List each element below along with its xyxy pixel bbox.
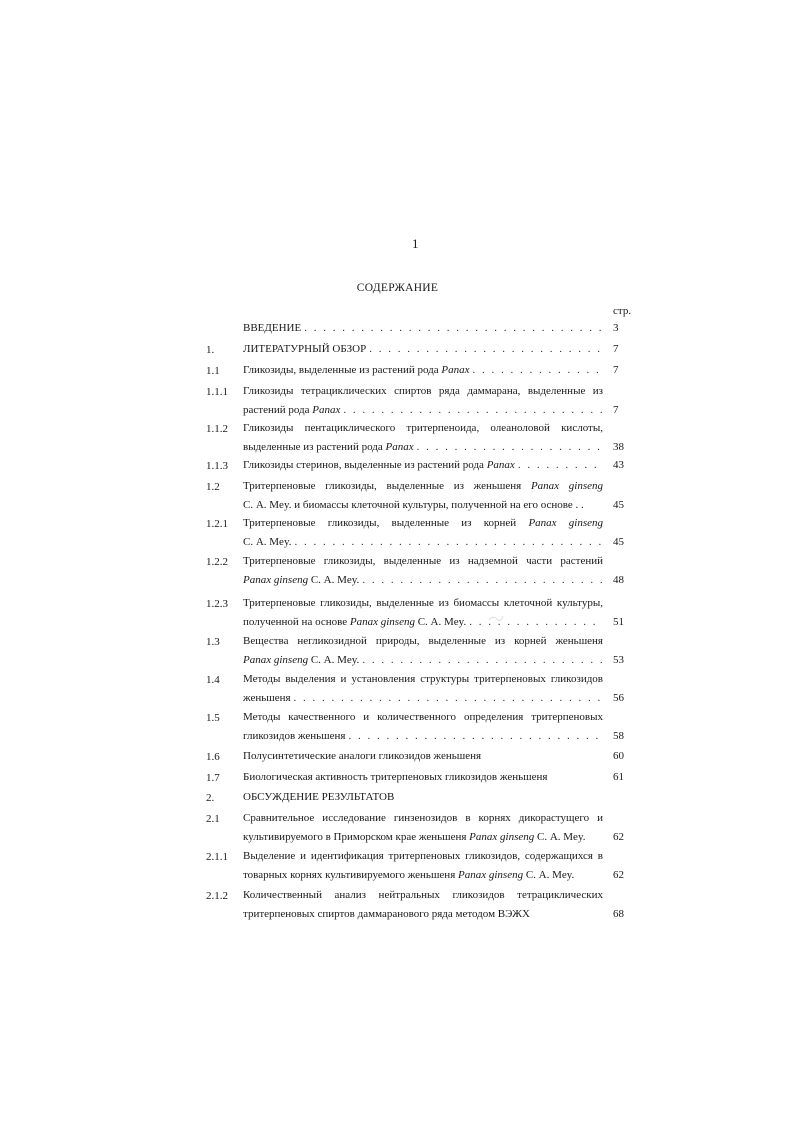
toc-entry-page: 51 xyxy=(613,616,624,628)
dot-leader xyxy=(343,401,603,420)
toc-entry-title: Сравнительное исследование гинзенозидов в корнях дикорастущего и xyxy=(243,812,603,824)
toc-entry-title: женьшеня xyxy=(243,692,291,704)
toc-entry-number: 2.1 xyxy=(206,813,220,825)
contents-title: СОДЕРЖАНИЕ xyxy=(356,282,439,294)
toc-entry-title: ОБСУЖДЕНИЕ РЕЗУЛЬТАТОВ xyxy=(243,791,395,803)
dot-leader xyxy=(304,319,603,338)
dot-leader xyxy=(362,571,603,590)
toc-entry-title: полученной на основе Panax ginseng С. А. Mey. xyxy=(243,616,467,628)
toc-entry-page: 60 xyxy=(613,750,624,762)
page-number: 1 xyxy=(412,236,419,251)
toc-entry-title: Тритерпеновые гликозиды, выделенные из женьшеня Panax ginseng xyxy=(243,480,603,492)
toc-entry-title: товарных корнях культивируемого женьшеня Panax ginseng С. А. Mey. xyxy=(243,869,575,881)
toc-entry-page: 7 xyxy=(613,364,619,376)
toc-entry-title: Полусинтетические аналоги гликозидов женьшеня xyxy=(243,750,482,762)
dot-leader xyxy=(348,727,603,746)
toc-entry-title: Panax ginseng С. А. Mey. xyxy=(243,574,360,586)
dot-leader xyxy=(362,651,603,670)
toc-entry-number: 1.2 xyxy=(206,481,220,493)
toc-entry-number: 1.1 xyxy=(206,365,220,377)
toc-entry-page: 7 xyxy=(613,404,619,416)
toc-entry-number: 1.2.3 xyxy=(206,598,228,610)
toc-entry-title: Методы выделения и установления структуры тритерпеновых гликозидов xyxy=(243,673,603,685)
toc-entry-page: 68 xyxy=(613,908,624,920)
toc-entry-title: Тритерпеновые гликозиды, выделенные из надземной части растений xyxy=(243,555,603,567)
toc-entry-title: Тритерпеновые гликозиды, выделенные из корней Panax ginseng xyxy=(243,517,603,529)
toc-entry-title: ЛИТЕРАТУРНЫЙ ОБЗОР xyxy=(243,343,367,355)
paper-mark xyxy=(488,614,504,622)
toc-entry-title: Гликозиды стеринов, выделенные из растений рода Panax xyxy=(243,459,515,471)
toc-entry-page: 7 xyxy=(613,343,619,355)
toc-entry-page: 58 xyxy=(613,730,624,742)
toc-entry-title: Биологическая активность тритерпеновых гликозидов женьшеня xyxy=(243,771,548,783)
toc-entry-page: 45 xyxy=(613,536,624,548)
toc-entry-title: тритерпеновых спиртов даммаранового ряда методом ВЭЖХ xyxy=(243,908,530,920)
toc-entry-title: выделенные из растений рода Panax xyxy=(243,441,414,453)
toc-entry-title: Выделение и идентификация тритерпеновых гликозидов, содержащихся в xyxy=(243,850,603,862)
toc-entry-number: 1. xyxy=(206,344,215,356)
toc-entry-title: Вещества негликозидной природы, выделенные из корней женьшеня xyxy=(243,635,603,647)
toc-entry-number: 2.1.2 xyxy=(206,890,228,902)
toc-entry-number: 1.5 xyxy=(206,712,220,724)
toc-entry-number: 1.2.1 xyxy=(206,518,228,530)
toc-entry-number: 1.1.1 xyxy=(206,386,228,398)
toc-entry-title: Тритерпеновые гликозиды, выделенные из биомассы клеточной культуры, xyxy=(243,597,603,609)
toc-entry-number: 1.3 xyxy=(206,636,220,648)
toc-entry-page: 56 xyxy=(613,692,624,704)
toc-entry-number: 1.4 xyxy=(206,674,220,686)
toc-entry-page: 62 xyxy=(613,869,624,881)
toc-entry-page: 38 xyxy=(613,441,624,453)
toc-entry-title: культивируемого в Приморском крае женьшеня Panax ginseng С. А. Mey. xyxy=(243,831,586,843)
toc-entry-title: Методы качественного и количественного определения тритерпеновых xyxy=(243,711,603,723)
page-column-header: стр. xyxy=(613,305,632,317)
toc-entry-page: 61 xyxy=(613,771,624,783)
toc-entry-page: 53 xyxy=(613,654,624,666)
toc-entry-title: гликозидов женьшеня xyxy=(243,730,346,742)
toc-entry-page: 43 xyxy=(613,459,624,471)
toc-entry-page: 48 xyxy=(613,574,624,586)
toc-entry-title: растений рода Panax xyxy=(243,404,341,416)
toc-entry-number: 2. xyxy=(206,792,215,804)
toc-entry-number: 1.1.3 xyxy=(206,460,228,472)
toc-entry-number: 1.6 xyxy=(206,751,220,763)
dot-leader xyxy=(294,533,603,552)
dot-leader xyxy=(417,438,603,457)
dot-leader xyxy=(294,689,603,708)
toc-entry-page: 62 xyxy=(613,831,624,843)
toc-entry-page: 3 xyxy=(613,322,619,334)
toc-entry-title: Гликозиды, выделенные из растений рода Panax xyxy=(243,364,470,376)
toc-entry-title: С. А. Mey. xyxy=(243,536,292,548)
toc-entry-title: С. А. Mey. и биомассы клеточной культуры, полученной на его основе . . xyxy=(243,499,584,511)
toc-entry-number: 2.1.1 xyxy=(206,851,228,863)
toc-entry-title: ВВЕДЕНИЕ xyxy=(243,322,302,334)
toc-entry-title: Panax ginseng С. А. Mey. xyxy=(243,654,360,666)
toc-entry-page: 45 xyxy=(613,499,624,511)
toc-entry-title: Гликозиды тетрациклических спиртов ряда даммарана, выделенные из xyxy=(243,385,603,397)
toc-entry-number: 1.7 xyxy=(206,772,220,784)
dot-leader xyxy=(369,340,603,359)
toc-entry-number: 1.1.2 xyxy=(206,423,228,435)
toc-entry-number: 1.2.2 xyxy=(206,556,228,568)
dot-leader xyxy=(518,456,603,475)
dot-leader xyxy=(473,361,603,380)
toc-entry-title: Гликозиды пентациклического тритерпеноида, олеаноловой кислоты, xyxy=(243,422,603,434)
toc-entry-title: Количественный анализ нейтральных гликозидов тетрациклических xyxy=(243,889,603,901)
